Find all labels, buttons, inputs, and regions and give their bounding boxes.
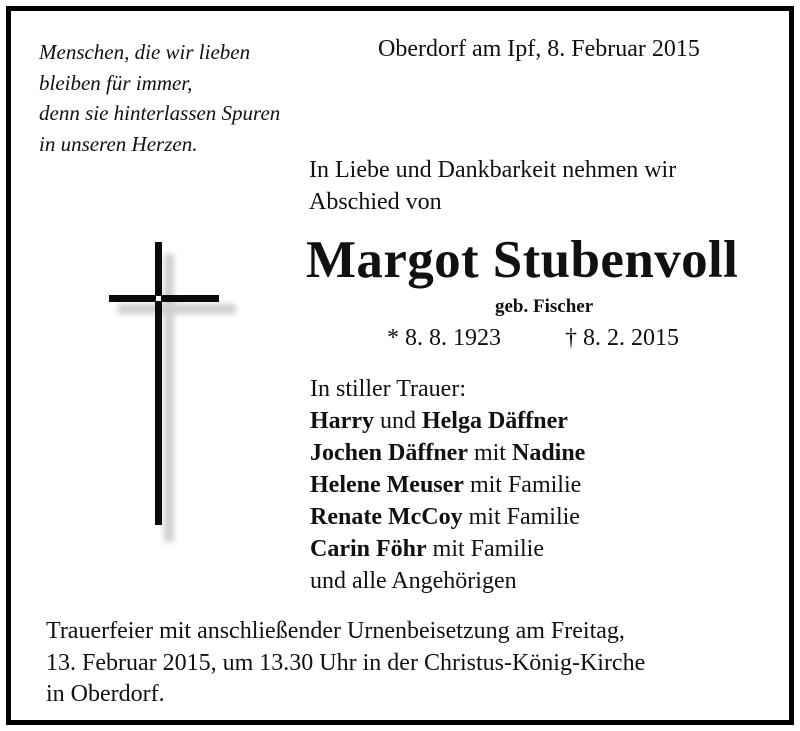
- birth-name: geb. Fischer: [495, 296, 594, 317]
- place-and-date: Oberdorf am Ipf, 8. Februar 2015: [378, 36, 700, 62]
- funeral-line: Trauerfeier mit anschließender Urnenbeisetzung am Freitag,: [46, 618, 625, 644]
- intro-line: Abschied von: [309, 189, 442, 215]
- mourner-name: Helga Däffner: [421, 408, 568, 434]
- mourners-closing: und alle Angehörigen: [310, 568, 517, 594]
- mourner-name: Carin Föhr: [310, 536, 427, 562]
- latin-cross-icon: [108, 240, 238, 540]
- funeral-notice: [46, 616, 645, 711]
- cross-shadow: [118, 304, 236, 314]
- poem-line: bleiben für immer,: [39, 70, 193, 95]
- death-date: † 8. 2. 2015: [565, 325, 679, 351]
- cross-horizontal-beam: [109, 295, 219, 302]
- cross-vertical-beam: [155, 242, 162, 525]
- poem-line: Menschen, die wir lieben: [39, 40, 251, 64]
- mourner-row: [310, 405, 585, 437]
- deceased-name: Margot Stubenvoll: [306, 231, 739, 289]
- mourner-connector: mit: [467, 440, 512, 466]
- poem-line: denn sie hinterlassen Spuren: [39, 101, 281, 125]
- mourner-connector: und: [373, 408, 422, 434]
- memorial-poem: [39, 37, 280, 159]
- mourner-connector: mit Familie: [462, 504, 580, 530]
- mourner-name: Harry: [310, 408, 374, 434]
- mourner-row: [310, 437, 585, 469]
- funeral-line: 13. Februar 2015, um 13.30 Uhr in der Christus-König-Kirche: [46, 649, 646, 676]
- mourner-name: Renate McCoy: [310, 504, 463, 530]
- mourner-connector: mit Familie: [426, 536, 544, 562]
- mourner-name: Nadine: [511, 440, 586, 466]
- mourner-name: Jochen Däffner: [310, 440, 468, 466]
- farewell-intro: [309, 154, 676, 218]
- funeral-line: in Oberdorf.: [46, 681, 165, 707]
- birth-date: * 8. 8. 1923: [387, 325, 501, 351]
- intro-line: In Liebe und Dankbarkeit nehmen wir: [309, 157, 677, 183]
- mourner-row: [310, 469, 585, 501]
- mourner-row: [310, 533, 585, 565]
- cross-center-highlight: [156, 296, 161, 301]
- mourners-heading: In stiller Trauer:: [310, 376, 466, 402]
- mourner-connector: mit Familie: [463, 472, 582, 498]
- mourner-name: Helene Meuser: [310, 472, 464, 498]
- poem-line: in unseren Herzen.: [39, 131, 198, 156]
- mourner-row: [310, 501, 585, 533]
- mourners-list: [310, 373, 585, 597]
